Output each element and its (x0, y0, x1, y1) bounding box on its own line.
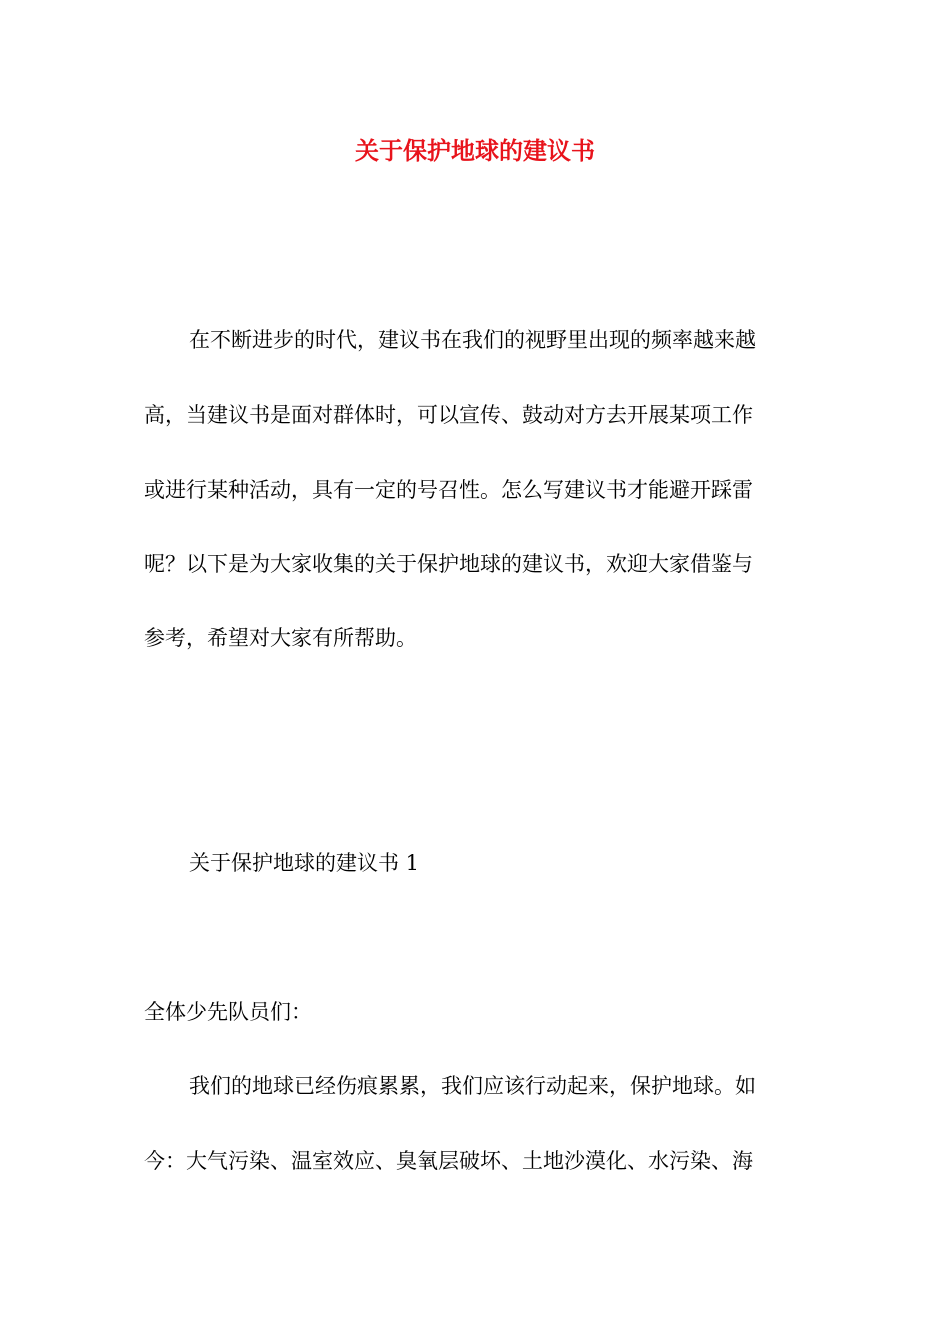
intro-line-2: 高，当建议书是面对群体时，可以宣传、鼓动对方去开展某项工作 (144, 403, 753, 427)
document-title: 关于保护地球的建议书 (355, 136, 595, 165)
body-line-1: 我们的地球已经伤痕累累，我们应该行动起来，保护地球。如 (189, 1074, 756, 1098)
salutation: 全体少先队员们： (144, 1000, 312, 1024)
intro-line-1: 在不断进步的时代，建议书在我们的视野里出现的频率越来越 (189, 328, 756, 352)
intro-line-5: 参考，希望对大家有所帮助。 (144, 626, 417, 650)
section-heading: 关于保护地球的建议书 1 (189, 851, 420, 875)
body-line-2: 今：大气污染、温室效应、臭氧层破坏、土地沙漠化、水污染、海 (144, 1149, 753, 1173)
intro-line-4: 呢？以下是为大家收集的关于保护地球的建议书，欢迎大家借鉴与 (144, 552, 753, 576)
intro-line-3: 或进行某种活动，具有一定的号召性。怎么写建议书才能避开踩雷 (144, 478, 753, 502)
